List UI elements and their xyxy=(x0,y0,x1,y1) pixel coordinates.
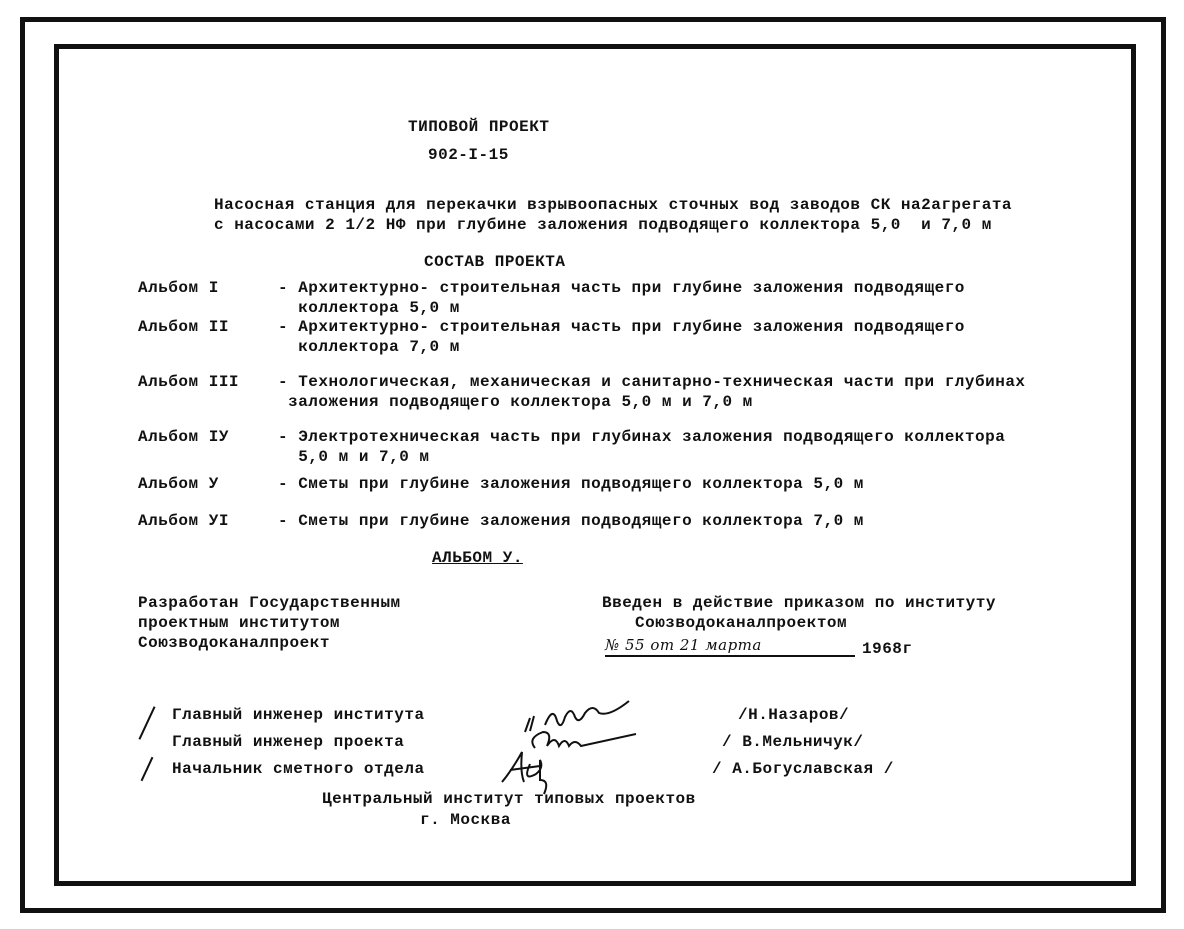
album-label: Альбом УI xyxy=(138,512,229,530)
album-label: Альбом IУ xyxy=(138,428,229,446)
developer-line: проектным институтом xyxy=(138,614,341,632)
document-title: ТИПОВОЙ ПРОЕКТ xyxy=(408,118,550,136)
album-desc: 5,0 м и 7,0 м xyxy=(278,448,430,466)
album-desc: - Архитектурно- строительная часть при глубине заложения подводящего xyxy=(278,318,965,336)
signature-1 xyxy=(525,701,629,732)
album-label: Альбом У xyxy=(138,475,219,493)
signature-2 xyxy=(532,732,636,748)
enacted-line: Введен в действие приказом по институту xyxy=(602,594,996,612)
project-number: 902-I-15 xyxy=(428,146,509,164)
album-desc: - Сметы при глубине заложения подводящего коллектора 7,0 м xyxy=(278,512,864,530)
album-desc: - Сметы при глубине заложения подводящего коллектора 5,0 м xyxy=(278,475,864,493)
signatures xyxy=(490,700,680,795)
album-desc: коллектора 7,0 м xyxy=(278,338,460,356)
description-line: с насосами 2 1/2 НФ при глубине заложения подводящего коллектора 5,0 и 7,0 м xyxy=(214,216,992,234)
composition-title: СОСТАВ ПРОЕКТА xyxy=(424,253,566,271)
album-desc: коллектора 5,0 м xyxy=(278,299,460,317)
signature-3 xyxy=(502,752,546,794)
album-label: Альбом I xyxy=(138,279,219,297)
developer-line: Разработан Государственным xyxy=(138,594,401,612)
footer-line: г. Москва xyxy=(420,811,511,829)
album-label: Альбом III xyxy=(138,373,240,391)
album-desc: - Архитектурно- строительная часть при глубине заложения подводящего xyxy=(278,279,965,297)
album-desc: - Технологическая, механическая и санитарно-техническая части при глубинах xyxy=(278,373,1026,391)
current-album: АЛЬБОМ У. xyxy=(432,549,523,567)
signatory-role: Начальник сметного отдела xyxy=(172,760,425,778)
album-label: Альбом II xyxy=(138,318,229,336)
signatory-name: /Н.Назаров/ xyxy=(738,706,850,724)
signatory-role: Главный инженер проекта xyxy=(172,733,405,751)
order-number: № 55 от 21 марта xyxy=(605,636,855,657)
enacted-line: Союзводоканалпроектом xyxy=(635,614,848,632)
order-year: 1968г xyxy=(862,640,913,658)
album-desc: заложения подводящего коллектора 5,0 м и 7,0 м xyxy=(278,393,753,411)
signatory-name: / В.Мельничук/ xyxy=(722,733,864,751)
description-line: Насосная станция для перекачки взрывоопасных сточных вод заводов СК на2агрегата xyxy=(214,196,1013,214)
footer-line: Центральный институт типовых проектов xyxy=(322,790,696,808)
signatory-role: Главный инженер института xyxy=(172,706,425,724)
developer-line: Союзводоканалпроект xyxy=(138,634,330,652)
album-desc: - Электротехническая часть при глубинах заложения подводящего коллектора xyxy=(278,428,1006,446)
signatory-name: / А.Богуславская / xyxy=(712,760,894,778)
